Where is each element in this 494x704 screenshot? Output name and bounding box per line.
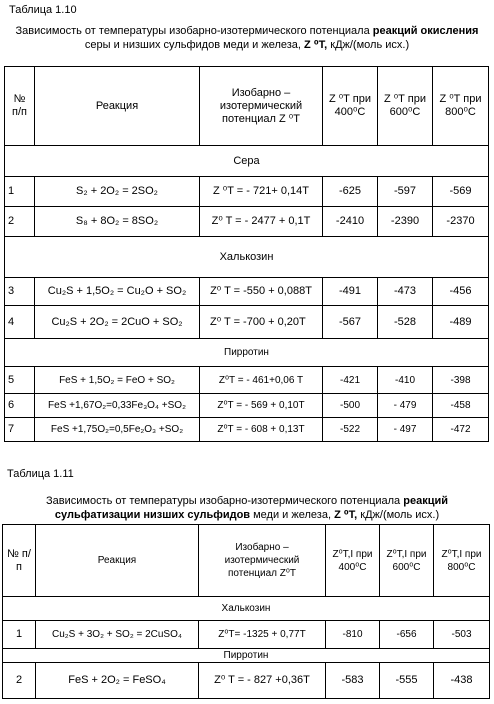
- row-t600: -597: [378, 177, 433, 207]
- row-reaction: Cu₂S + 1,5O₂ = Cu₂O + SO₂: [35, 278, 200, 306]
- section-pyrrhotite: Пирротин: [5, 339, 489, 367]
- header-t800: Z ⁰T при 800⁰С: [433, 67, 489, 146]
- header-t400: Z⁰T,I при 400⁰С: [326, 525, 380, 597]
- table-1-11-caption: Таблица 1.11: [7, 468, 74, 480]
- row-t400: -522: [323, 418, 378, 442]
- header-num: № п/п: [5, 67, 35, 146]
- header-reaction: Реакция: [36, 525, 199, 597]
- row-t800: -569: [433, 177, 489, 207]
- row-t600: -2390: [378, 207, 433, 237]
- row-num: 1: [5, 177, 35, 207]
- table-1-11: [2, 524, 490, 699]
- table-header-row: [3, 525, 490, 597]
- row-reaction: Cu₂S + 3O₂ + SO₂ = 2CuSO₄: [36, 621, 199, 649]
- table-1-10: [4, 66, 489, 442]
- row-t400: -625: [323, 177, 378, 207]
- header-t600: Z⁰T,I при 600⁰С: [380, 525, 434, 597]
- row-reaction: FeS +1,67O₂=0,33Fe₃O₄ +SO₂: [35, 394, 200, 418]
- row-t800: -456: [433, 278, 489, 306]
- header-iso: Изобарно – изотермический потенциал Z ⁰T: [200, 67, 323, 146]
- row-t400: -2410: [323, 207, 378, 237]
- row-iso: Z⁰T = - 569 + 0,10T: [200, 394, 323, 418]
- row-t600: -656: [380, 621, 434, 649]
- section-sulfur: Сера: [5, 146, 489, 177]
- row-t400: -583: [326, 663, 380, 699]
- table-1-11-title: Зависимость от температуры изобарно-изотермического потенциала реакций сульфатизации низших сульфидов меди и железа, Z ⁰T, кДж/(моль исх.): [46, 495, 448, 521]
- row-reaction: FeS + 1,5O₂ = FeO + SO₂: [35, 367, 200, 394]
- table-row: [5, 394, 489, 418]
- table-row: [3, 663, 490, 699]
- row-reaction: Cu₂S + 2O₂ = 2CuO + SO₂: [35, 306, 200, 339]
- row-num: 3: [5, 278, 35, 306]
- row-iso: Z⁰T = - 608 + 0,13T: [200, 418, 323, 442]
- row-t800: -503: [434, 621, 490, 649]
- header-reaction: Реакция: [35, 67, 200, 146]
- row-t400: -491: [323, 278, 378, 306]
- table-row: [5, 177, 489, 207]
- table-row: [5, 207, 489, 237]
- row-t600: - 497: [378, 418, 433, 442]
- row-t800: -438: [434, 663, 490, 699]
- row-iso: Z⁰T = - 461+0,06 T: [200, 367, 323, 394]
- header-t600: Z ⁰T при 600⁰С: [378, 67, 433, 146]
- row-reaction: FeS + 2O₂ = FeSO₄: [36, 663, 199, 699]
- row-reaction: S₂ + 2O₂ = 2SO₂: [35, 177, 200, 207]
- row-iso: Z⁰ T = -550 + 0,088T: [200, 278, 323, 306]
- row-t800: -398: [433, 367, 489, 394]
- row-iso: Z ⁰T = - 721+ 0,14T: [200, 177, 323, 207]
- row-t800: -472: [433, 418, 489, 442]
- table-row: [5, 278, 489, 306]
- row-t600: -555: [380, 663, 434, 699]
- table-row: [3, 621, 490, 649]
- row-num: 5: [5, 367, 35, 394]
- row-t600: -473: [378, 278, 433, 306]
- row-num: 6: [5, 394, 35, 418]
- row-t600: -410: [378, 367, 433, 394]
- section-chalcocite: Халькозин: [3, 597, 490, 621]
- table-row: [5, 306, 489, 339]
- row-num: 2: [3, 663, 36, 699]
- row-t800: -2370: [433, 207, 489, 237]
- row-t800: -489: [433, 306, 489, 339]
- row-t600: - 479: [378, 394, 433, 418]
- row-num: 2: [5, 207, 35, 237]
- row-reaction: S₈ + 8O₂ = 8SO₂: [35, 207, 200, 237]
- header-t800: Z⁰T,I при 800⁰С: [434, 525, 490, 597]
- row-t400: -500: [323, 394, 378, 418]
- row-iso: Z⁰ T = -700 + 0,20T: [200, 306, 323, 339]
- header-iso: Изобарно – изотермический потенциал Z⁰T: [199, 525, 326, 597]
- row-t400: -421: [323, 367, 378, 394]
- row-t400: -810: [326, 621, 380, 649]
- row-num: 1: [3, 621, 36, 649]
- row-num: 7: [5, 418, 35, 442]
- table-1-10-title: Зависимость от температуры изобарно-изотермического потенциала реакций окисления серы и низших сульфидов меди и железа, Z ⁰T, кДж/(моль исх.): [15, 25, 479, 51]
- row-t600: -528: [378, 306, 433, 339]
- section-chalcocite: Халькозин: [5, 237, 489, 278]
- section-pyrrhotite: Пирротин: [3, 649, 490, 663]
- header-t400: Z ⁰T при 400⁰С: [323, 67, 378, 146]
- row-t800: -458: [433, 394, 489, 418]
- table-row: [5, 418, 489, 442]
- row-reaction: FeS +1,75O₂=0,5Fe₂O₃ +SO₂: [35, 418, 200, 442]
- row-t400: -567: [323, 306, 378, 339]
- row-iso: Z⁰T= -1325 + 0,77T: [199, 621, 326, 649]
- row-num: 4: [5, 306, 35, 339]
- table-header-row: [5, 67, 489, 146]
- header-num: № п/п: [3, 525, 36, 597]
- table-1-10-caption: Таблица 1.10: [9, 4, 77, 16]
- row-iso: Z⁰ T = - 827 +0,36T: [199, 663, 326, 699]
- table-row: [5, 367, 489, 394]
- row-iso: Z⁰ T = - 2477 + 0,1T: [200, 207, 323, 237]
